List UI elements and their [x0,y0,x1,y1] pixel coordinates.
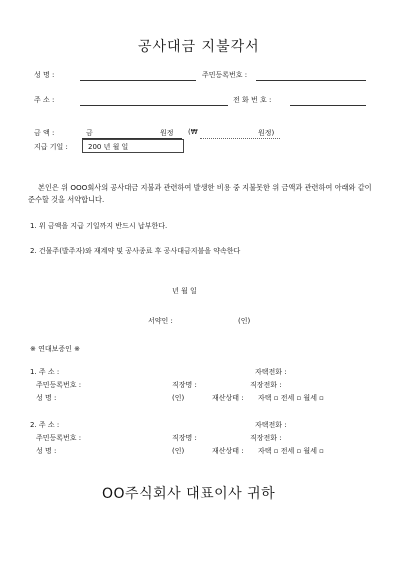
addressee: OO주식회사 대표이사 귀하 [102,486,276,502]
amount-paren-open: (₩ [188,128,198,136]
g1-name-label: 성 명 : [36,394,57,402]
amount-label: 금 액 : [34,129,55,137]
g1-rrn-label: 주민등록번호 : [36,381,82,389]
clause-1: 1. 위 금액을 지급 기일까지 반드시 납부한다. [30,222,168,230]
g2-rrn-label: 주민등록번호 : [36,434,82,442]
name-field[interactable] [80,80,196,81]
g2-home-phone-label: 자택전화 : [255,421,287,429]
rrn-label: 주민등록번호 : [202,71,248,79]
pledge-paragraph: 본인은 위 OOO회사의 공사대금 지불과 관련하여 발생한 비용 중 지불못한 위 금액과 관련하여 아래와 같이 준수할 것을 서약합니다. [28,183,372,204]
rrn-field[interactable] [256,80,366,81]
deadline-value: 200 년 월 일 [88,143,129,151]
g2-address-label: 2. 주 소 : [30,421,60,429]
g1-seal: (인) [172,394,185,402]
g1-job-name-label: 직장명 : [172,381,197,389]
pledger-label: 서약인 : [148,317,173,325]
g1-job-phone-label: 직장전화 : [250,381,282,389]
address-field[interactable] [80,105,228,106]
phone-label: 전 화 번 호 : [233,96,272,104]
clause-2: 2. 건물주(발주자)와 재계약 및 공사종료 후 공사대금지불을 약속한다 [30,247,241,255]
date-line: 년 월 일 [172,287,197,295]
g1-address-label: 1. 주 소 : [30,368,60,376]
amount-won-field[interactable] [200,138,280,139]
address-label: 주 소 : [34,96,55,104]
pledger-seal: (인) [238,317,251,325]
document-title: 공사대금 지불각서 [138,39,260,55]
amount-won-label: 원정 [160,129,174,137]
g1-asset-label: 재산상태 : [212,394,244,402]
g2-asset-options[interactable]: 자택 ▫ 전세 ▫ 월세 ▫ [258,447,324,455]
g2-seal: (인) [172,447,185,455]
amount-paren-close: 원정) [258,129,275,137]
g1-home-phone-label: 자택전화 : [255,368,287,376]
phone-field[interactable] [290,105,366,106]
g1-asset-options[interactable]: 자택 ▫ 전세 ▫ 월세 ▫ [258,394,324,402]
g2-job-name-label: 직장명 : [172,434,197,442]
g2-asset-label: 재산상태 : [212,447,244,455]
g2-name-label: 성 명 : [36,447,57,455]
g2-job-phone-label: 직장전화 : [250,434,282,442]
name-label: 성 명 : [34,71,55,79]
deadline-label: 지급 기일 : [34,143,68,151]
guarantor-header: ※ 연대보증인 ※ [30,345,80,353]
amount-prefix: 금 [86,129,93,137]
